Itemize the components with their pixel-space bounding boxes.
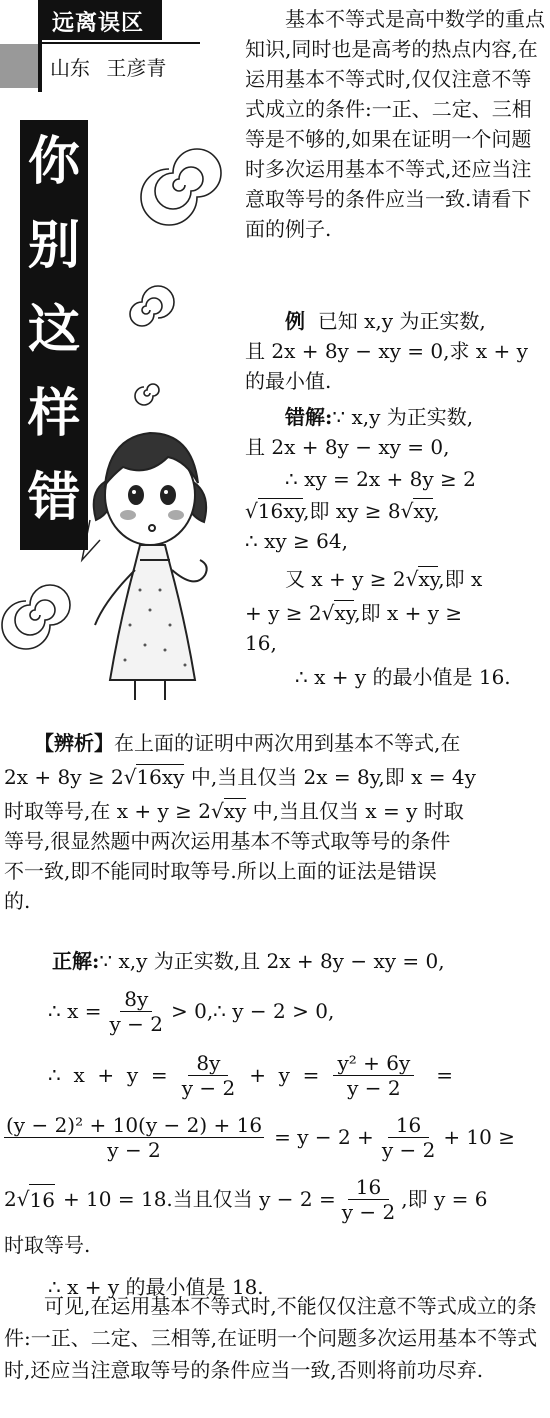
wrong-line: ,即 x + y ≥ bbox=[354, 601, 463, 625]
title-char: 别 bbox=[27, 216, 80, 276]
author-byline: 山东 王彦青 bbox=[50, 56, 167, 80]
correct-line-part: ∴ x = bbox=[48, 999, 102, 1023]
wrong-label: 错解: bbox=[285, 405, 333, 429]
intro-paragraph: 基本不等式是高中数学的重点知识,同时也是高考的热点内容,在运用基本不等式时,仅仅注意不等式成立的条件:一正、二定、三相等是不够的,如果在证明一个问题时多次运用基本不等式,还应当注意取等号的条件应当一致.请看下面的例子. bbox=[245, 7, 545, 241]
wrong-line: ∴ xy ≥ 64, bbox=[245, 529, 348, 553]
wrong-line: + y ≥ 2 bbox=[245, 601, 322, 625]
fraction-numerator: 16 bbox=[348, 1175, 389, 1200]
analysis-line: 等号,很显然题中两次运用基本不等式取等号的条件 bbox=[4, 829, 451, 853]
spiral-decoration bbox=[130, 286, 174, 326]
wrong-line: 又 x + y ≥ 2 bbox=[285, 567, 406, 591]
title-char: 样 bbox=[27, 384, 80, 444]
analysis-block: 【辨析】在上面的证明中两次用到基本不等式,在 2x + 8y ≥ 2√16xy 中,当且仅当 2x = 8y,即 x = 4y 时取等号,在 x + y ≥ 2√xy 中,当且仅当 x = y 时取 等号,很显然题中两次运用基本不等式取等号的条件 不一致,即不能同时取等号.所以上面的证法是错误 的. bbox=[4, 728, 546, 916]
header-rule bbox=[42, 42, 200, 44]
spiral-decoration bbox=[2, 585, 70, 649]
analysis-line: 在上面的证明中两次用到基本不等式,在 bbox=[114, 731, 461, 755]
fraction-denominator: y − 2 bbox=[341, 1199, 396, 1224]
correct-line-part: + y = bbox=[249, 1063, 320, 1087]
fraction-numerator: (y − 2)² + 10(y − 2) + 16 bbox=[6, 1112, 263, 1137]
correct-line bbox=[4, 1044, 546, 1106]
correct-line-part: > 0,∴ y − 2 > 0, bbox=[170, 999, 335, 1023]
correct-solution bbox=[4, 946, 546, 1302]
correct-label: 正解: bbox=[52, 949, 100, 973]
analysis-line: 的. bbox=[4, 889, 31, 913]
fraction-numerator: 8y bbox=[188, 1051, 228, 1076]
spiral-decoration bbox=[141, 149, 221, 225]
fraction bbox=[342, 1175, 396, 1224]
fraction bbox=[382, 1113, 436, 1162]
analysis-line: 中,当且仅当 x = y 时取 bbox=[252, 799, 464, 823]
spiral-decoration bbox=[135, 384, 159, 405]
fraction bbox=[182, 1051, 236, 1100]
correct-line: ∵ x,y 为正实数,且 2x + 8y − xy = 0, bbox=[99, 949, 445, 973]
correct-line: 2 √ 16 + 10 = 18.当且仅当 y − 2 = $\frac{16}{y - 2}$ ,即 y = 6 bbox=[4, 1174, 488, 1224]
radicand: 16xy bbox=[136, 765, 185, 789]
correct-line bbox=[4, 982, 546, 1040]
radicand: xy bbox=[418, 567, 439, 591]
radicand: 16xy bbox=[257, 499, 304, 523]
correct-line-part: ,即 y = 6 bbox=[401, 1187, 488, 1211]
analysis-line: 2x + 8y ≥ 2 bbox=[4, 765, 124, 789]
title-char: 这 bbox=[27, 300, 80, 360]
wrong-line: 16, bbox=[245, 631, 277, 655]
analysis-line: 中,当且仅当 2x = 8y,即 x = 4y bbox=[190, 765, 476, 789]
wrong-line: ∵ x,y 为正实数, bbox=[332, 405, 474, 429]
wrong-line: ,即 x bbox=[438, 567, 483, 591]
fraction bbox=[109, 987, 163, 1036]
fraction-denominator: y − 2 bbox=[181, 1075, 236, 1100]
correct-line-part: + 10 ≥ bbox=[443, 1125, 515, 1149]
correct-line: 时取等号. bbox=[4, 1233, 91, 1257]
fraction-denominator: y − 2 bbox=[347, 1075, 401, 1100]
correct-line: ∴ x + y 的最小值是 18. bbox=[48, 1275, 264, 1299]
wrong-solution: 错解:∵ x,y 为正实数, 且 2x + 8y − xy = 0, ∴ xy = 2x + 8y ≥ 2 √16xy,即 xy ≥ 8√xy, ∴ xy ≥ 64, 又 x + y ≥ 2√xy,即 x + y ≥ 2√xy,即 x + y ≥ 16, ∴ x + y 的最小值是 16. bbox=[245, 402, 545, 692]
correct-line-part: = bbox=[436, 1063, 454, 1087]
correct-line-part: + 10 = 18.当且仅当 y − 2 = bbox=[62, 1187, 336, 1211]
fraction bbox=[333, 1051, 414, 1100]
correct-line-part: = y − 2 + bbox=[274, 1125, 374, 1149]
title-char: 错 bbox=[27, 468, 80, 528]
wrong-line: 且 2x + 8y − xy = 0, bbox=[245, 435, 450, 459]
correct-line-part: 2 bbox=[4, 1187, 17, 1211]
column-header bbox=[0, 0, 200, 92]
radicand: xy bbox=[334, 601, 355, 625]
header-gray-block bbox=[0, 44, 38, 88]
analysis-label: 【辨析】 bbox=[34, 731, 114, 755]
conclusion-paragraph: 可见,在运用基本不等式时,不能仅仅注意不等式成立的条件:一正、二定、三相等,在证明一个问题多次运用基本不等式时,还应当注意取等号的条件应当一致,否则将前功尽弃. bbox=[4, 1294, 538, 1382]
radicand: xy bbox=[413, 499, 434, 523]
column-tag: 远离误区 bbox=[52, 11, 145, 36]
analysis-line: 时取等号,在 x + y ≥ 2 bbox=[4, 799, 211, 823]
radicand: xy bbox=[223, 799, 247, 823]
fraction-numerator: 16 bbox=[388, 1113, 429, 1138]
fraction-denominator: y − 2 bbox=[107, 1137, 161, 1162]
title-char: 你 bbox=[27, 132, 80, 192]
fraction-denominator: y − 2 bbox=[381, 1137, 436, 1162]
fraction-denominator: y − 2 bbox=[109, 1011, 163, 1036]
analysis-line: 不一致,即不能同时取等号.所以上面的证法是错误 bbox=[4, 859, 437, 883]
example-block bbox=[245, 306, 545, 396]
wrong-line: , bbox=[433, 499, 440, 523]
wrong-line: ∴ x + y 的最小值是 16. bbox=[295, 665, 511, 689]
example-label: 例 bbox=[285, 309, 305, 333]
radicand: 16 bbox=[29, 1184, 54, 1215]
wrong-line: ∴ xy = 2x + 8y ≥ 2 bbox=[285, 467, 476, 491]
example-line: 且 2x + 8y − xy = 0,求 x + y bbox=[245, 339, 528, 363]
wrong-line: ,即 xy ≥ 8 bbox=[303, 499, 401, 523]
example-line: 已知 x,y 为正实数, bbox=[317, 309, 486, 333]
correct-line-part: ∴ x + y = bbox=[48, 1063, 168, 1087]
fraction-numerator: y² + 6y bbox=[333, 1051, 414, 1076]
article-title-vertical bbox=[20, 120, 88, 550]
correct-line bbox=[4, 1106, 546, 1168]
fraction-numerator: 8y bbox=[120, 987, 152, 1012]
example-line: 的最小值. bbox=[245, 369, 332, 393]
fraction bbox=[4, 1113, 264, 1162]
